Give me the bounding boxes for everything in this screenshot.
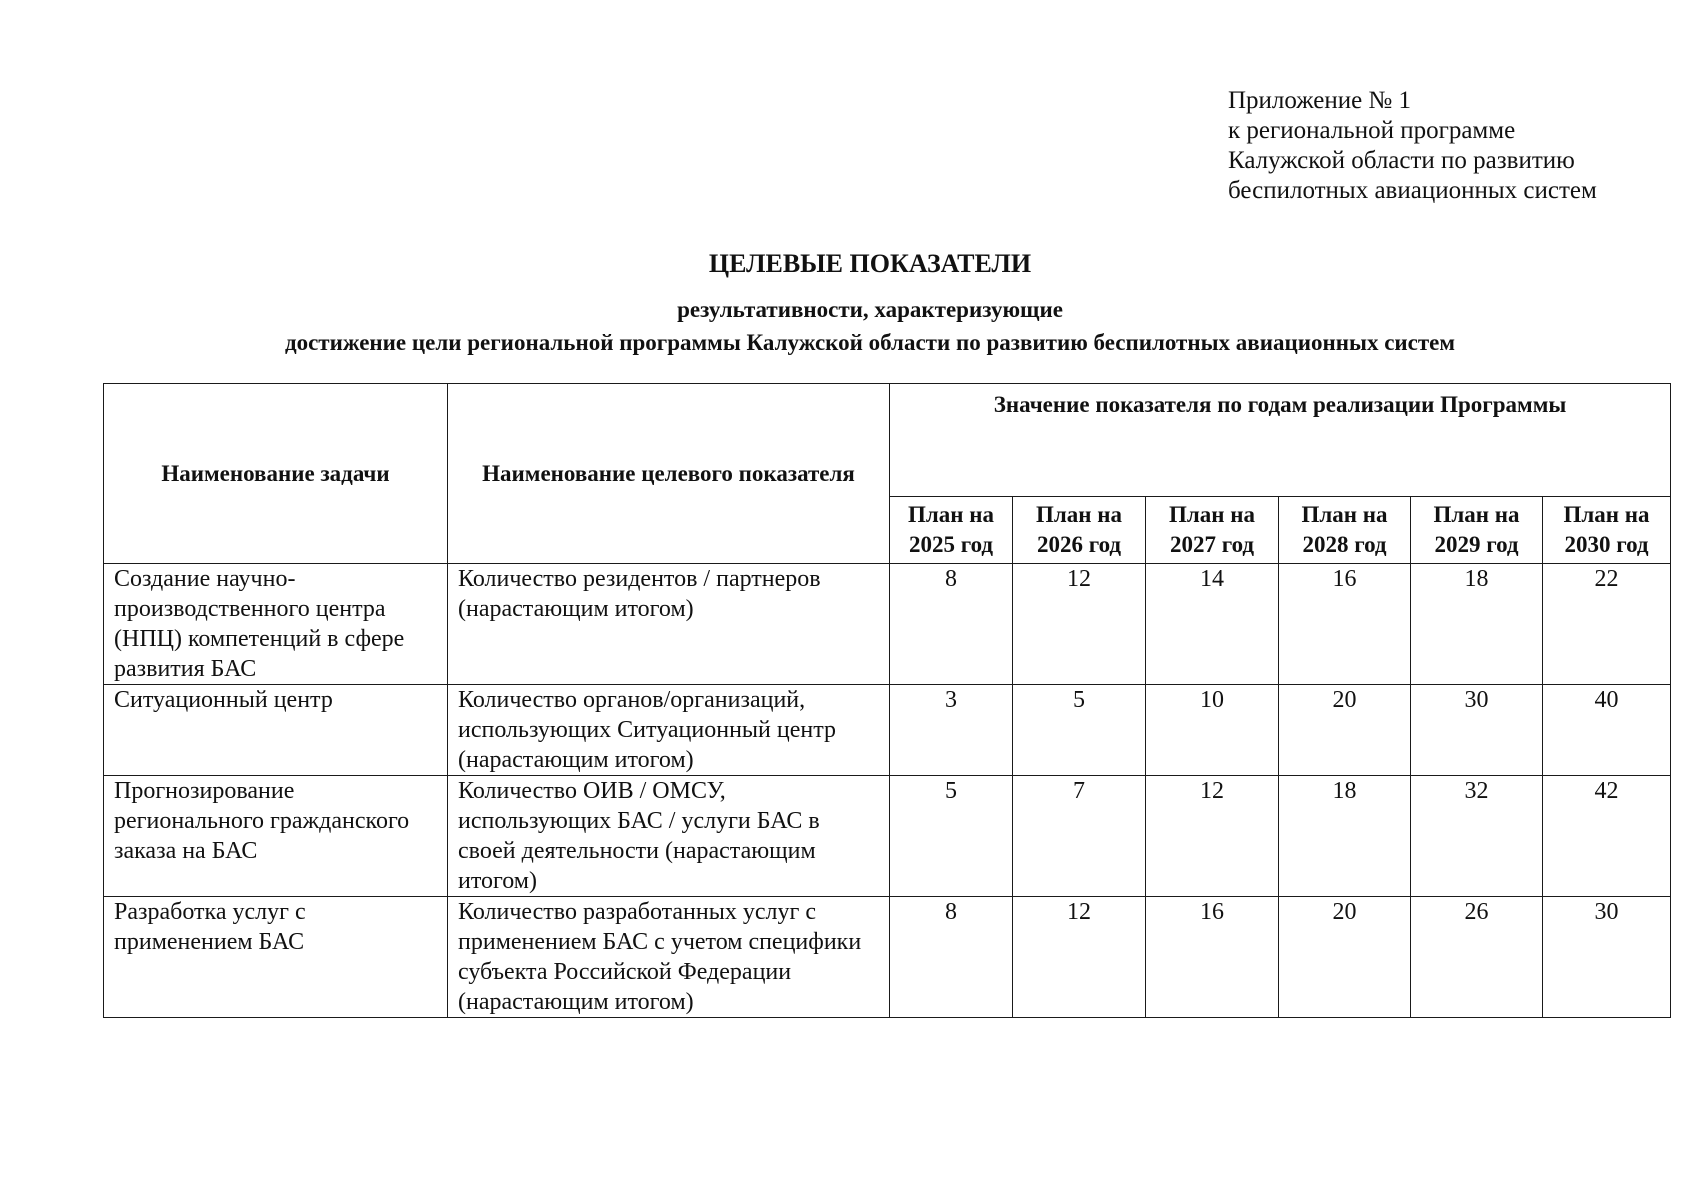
value-cell: 42	[1543, 776, 1671, 897]
annex-line: беспилотных авиационных систем	[1228, 177, 1597, 204]
table-row	[104, 685, 1671, 776]
value-cell: 12	[1013, 897, 1146, 1018]
header-year-label: План на	[1563, 502, 1650, 527]
header-year-2025	[890, 497, 1013, 564]
indicators-table	[103, 383, 1671, 1018]
header-year-label: План на	[1035, 502, 1123, 527]
page-title: ЦЕЛЕВЫЕ ПОКАЗАТЕЛИ	[708, 249, 1032, 278]
value-cell: 20	[1279, 685, 1411, 776]
value-cell: 16	[1146, 897, 1279, 1018]
header-year-value: 2026 год	[1036, 532, 1122, 557]
value-cell: 12	[1146, 776, 1279, 897]
value-cell: 30	[1411, 685, 1543, 776]
header-year-2030	[1543, 497, 1671, 564]
indicator-cell: Количество ОИВ / ОМСУ, использующих БАС / услуги БАС в своей деятельности (нарастающим итогом)	[448, 776, 890, 897]
header-task: Наименование задачи	[104, 384, 448, 564]
header-year-value: 2028 год	[1302, 532, 1387, 557]
header-year-value: 2030 год	[1564, 532, 1649, 557]
value-cell: 8	[890, 897, 1013, 1018]
value-cell: 26	[1411, 897, 1543, 1018]
table-row	[104, 776, 1671, 897]
header-year-label: План на	[1168, 502, 1256, 527]
value-cell: 3	[890, 685, 1013, 776]
header-year-2029	[1411, 497, 1543, 564]
value-cell: 5	[1013, 685, 1146, 776]
indicator-cell: Количество органов/организаций, использующих Ситуационный центр (нарастающим итогом)	[448, 685, 890, 776]
page-subtitle: результативности, характеризующие	[677, 297, 1063, 322]
header-year-value: 2025 год	[908, 532, 994, 557]
annex-line: к региональной программе	[1228, 117, 1516, 144]
value-cell: 16	[1279, 564, 1411, 685]
value-cell: 22	[1543, 564, 1671, 685]
annex-line: Калужской области по развитию	[1228, 147, 1575, 174]
value-cell: 20	[1279, 897, 1411, 1018]
header-year-2026	[1013, 497, 1146, 564]
value-cell: 7	[1013, 776, 1146, 897]
indicator-cell: Количество разработанных услуг с применением БАС с учетом специфики субъекта Российской Федерации (нарастающим итогом)	[448, 897, 890, 1018]
value-cell: 14	[1146, 564, 1279, 685]
value-cell: 12	[1013, 564, 1146, 685]
value-cell: 32	[1411, 776, 1543, 897]
value-cell: 8	[890, 564, 1013, 685]
header-year-label: План на	[1433, 502, 1520, 527]
header-year-label: План на	[907, 502, 995, 527]
value-cell: 40	[1543, 685, 1671, 776]
header-year-value: 2029 год	[1434, 532, 1519, 557]
value-cell: 18	[1279, 776, 1411, 897]
header-indicator: Наименование целевого показателя	[448, 384, 890, 564]
task-cell: Разработка услуг с применением БАС	[104, 897, 448, 1018]
header-year-label: План на	[1301, 502, 1388, 527]
header-year-2027	[1146, 497, 1279, 564]
indicator-cell: Количество резидентов / партнеров (нарастающим итогом)	[448, 564, 890, 685]
value-cell: 18	[1411, 564, 1543, 685]
page-subtitle: достижение цели региональной программы Калужской области по развитию беспилотных авиационных систем	[284, 330, 1456, 355]
annex-line: Приложение № 1	[1228, 87, 1412, 114]
value-cell: 10	[1146, 685, 1279, 776]
table-row	[104, 564, 1671, 685]
header-year-2028	[1279, 497, 1411, 564]
task-cell: Создание научно-производственного центра (НПЦ) компетенций в сфере развития БАС	[104, 564, 448, 685]
task-cell: Прогнозирование регионального гражданского заказа на БАС	[104, 776, 448, 897]
header-years-group: Значение показателя по годам реализации Программы	[890, 384, 1671, 497]
annex-block	[1228, 86, 1597, 206]
value-cell: 5	[890, 776, 1013, 897]
task-cell: Ситуационный центр	[104, 685, 448, 776]
value-cell: 30	[1543, 897, 1671, 1018]
header-year-value: 2027 год	[1169, 532, 1255, 557]
table-row	[104, 897, 1671, 1018]
